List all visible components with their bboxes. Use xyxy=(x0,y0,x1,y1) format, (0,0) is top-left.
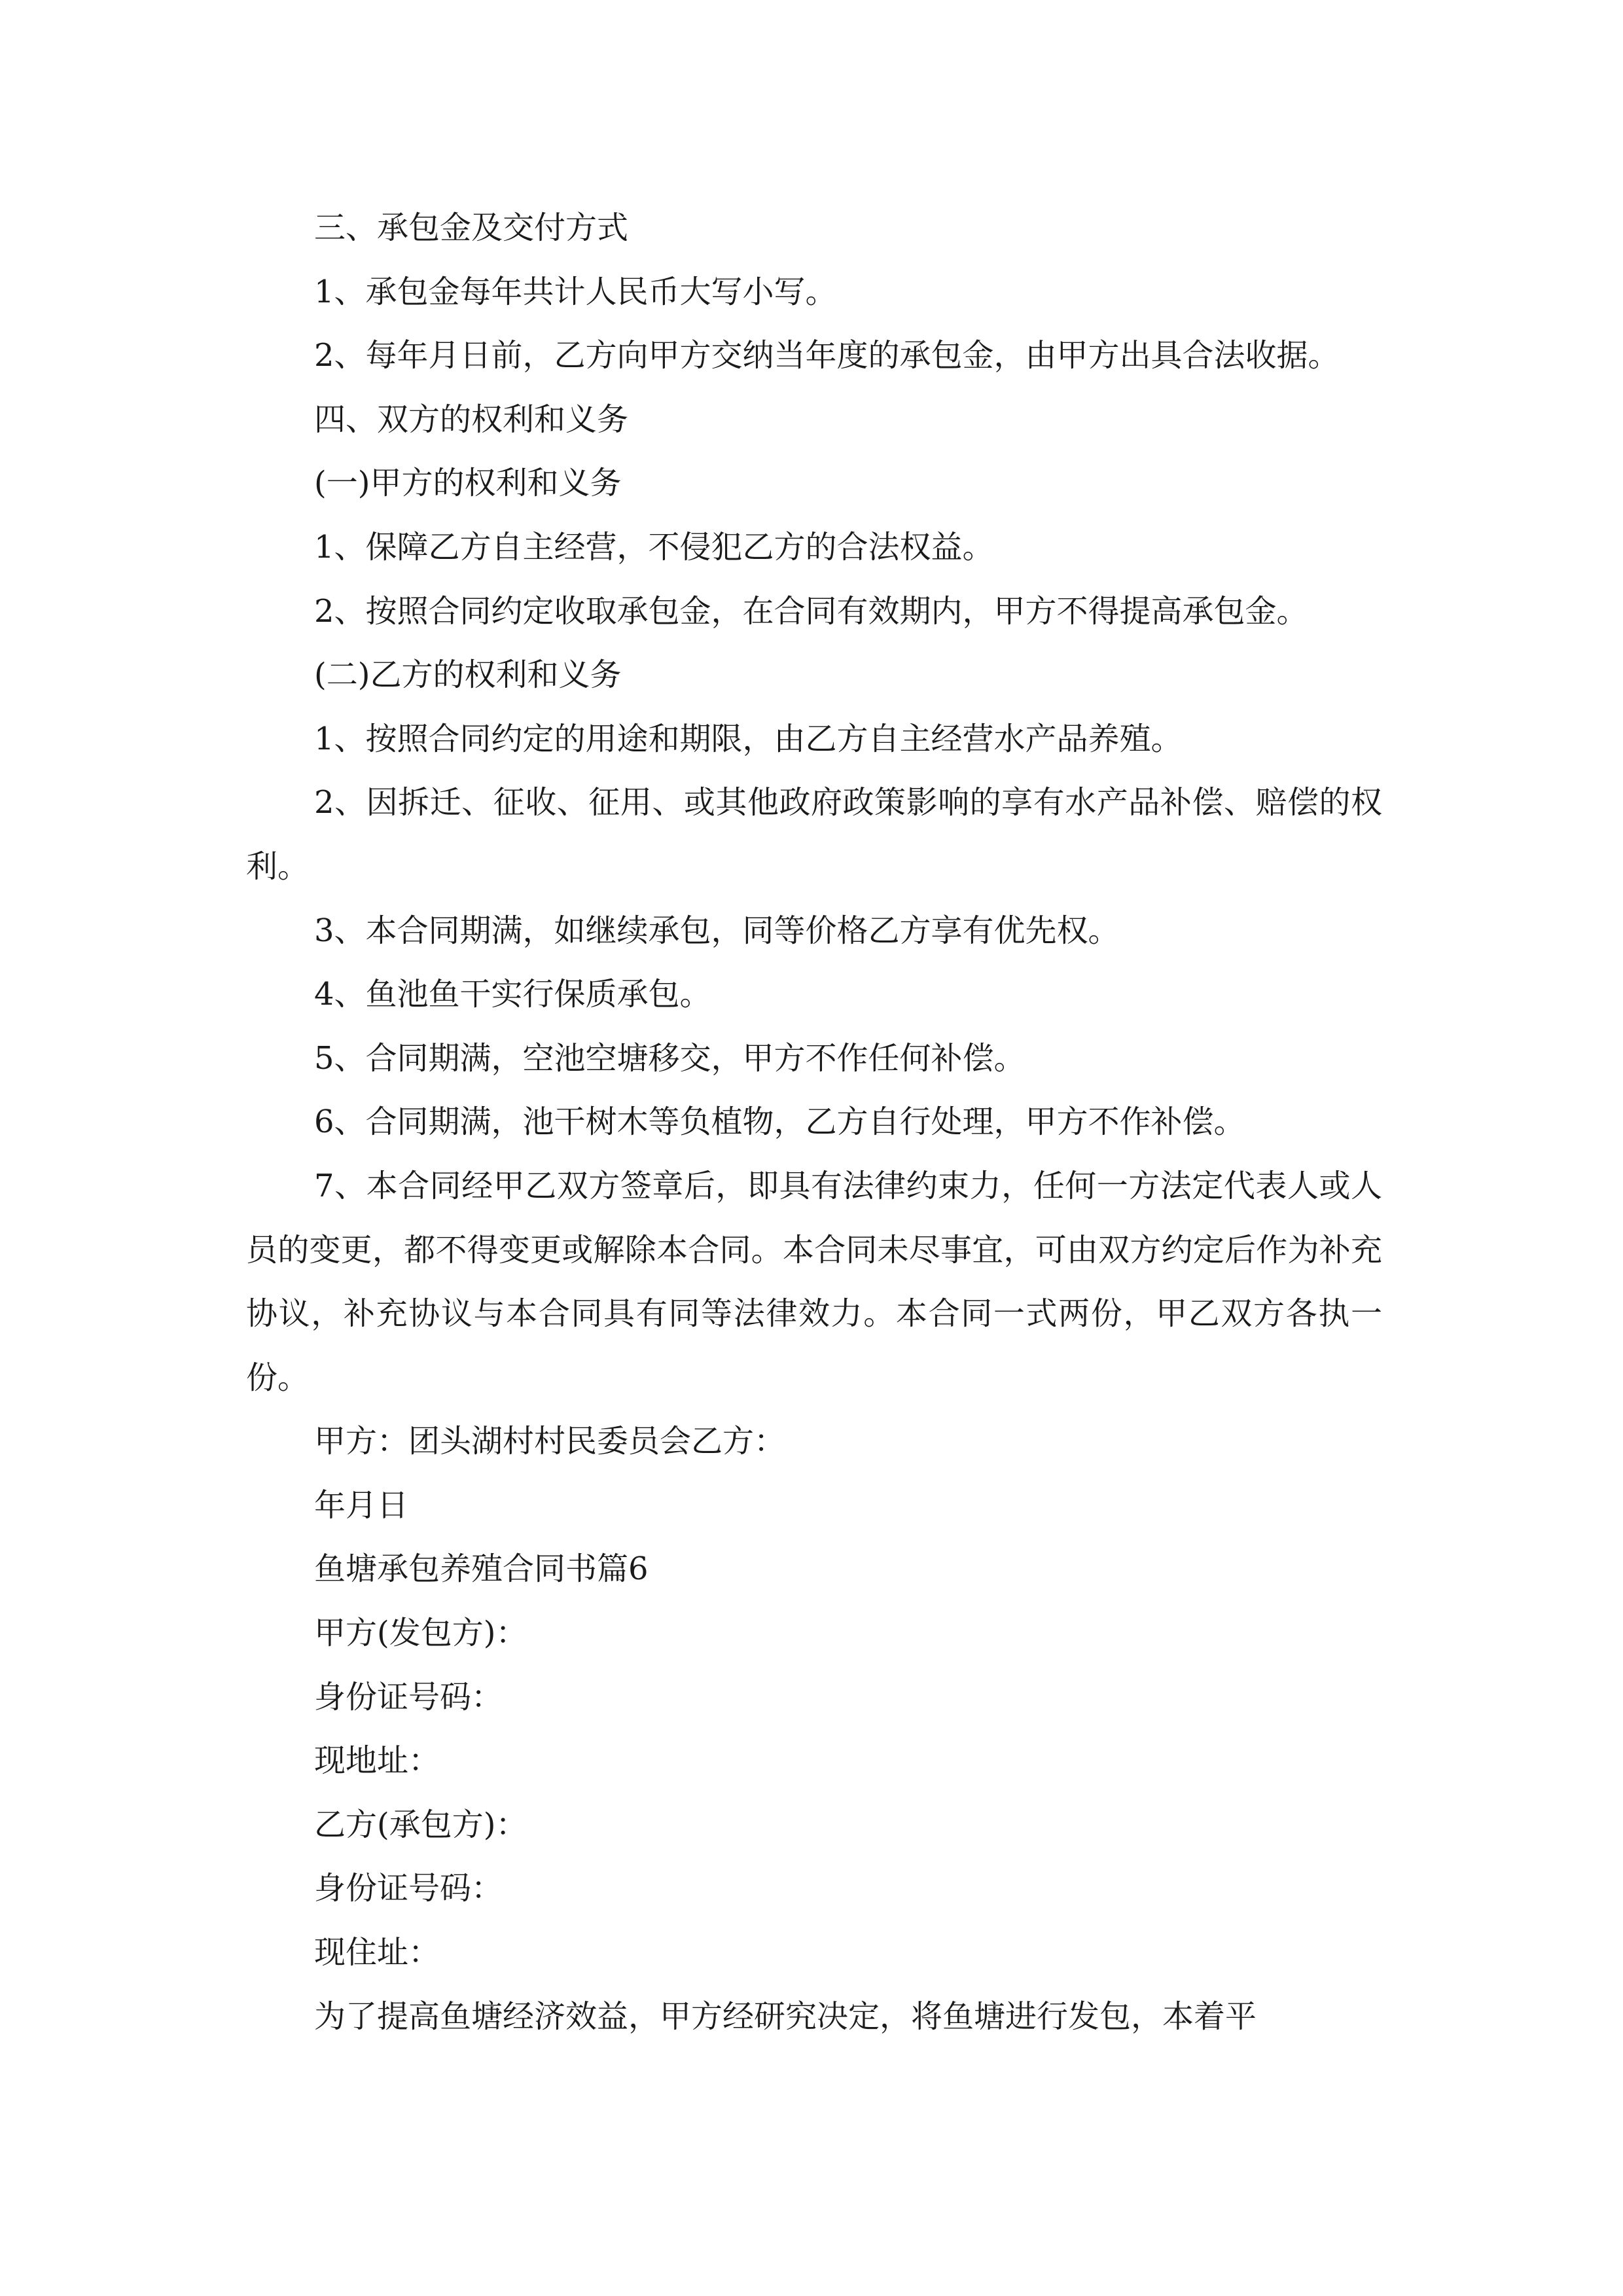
contract-title: 鱼塘承包养殖合同书篇6 xyxy=(314,1551,649,1588)
paragraph: 为了提高鱼塘经济效益，甲方经研究决定，将鱼塘进行发包，本着平 xyxy=(314,1998,1257,2035)
paragraph: 3、本合同期满，如继续承包，同等价格乙方享有优先权。 xyxy=(314,912,1120,949)
paragraph: 5、合同期满，空池空塘移交，甲方不作任何补偿。 xyxy=(314,1039,1026,1077)
section-heading-rights-obligations: 四、双方的权利和义务 xyxy=(314,401,629,438)
paragraph: 7、本合同经甲乙双方签章后，即具有法律约束力，任何一方法定代表人或人员的变更，都不得变更或解除本合同。本合同未尽事宜，可由双方约定后作为补充协议，补充协议与本合同具有同等法律效力。本合同一式两份，甲乙双方各执一份。 xyxy=(246,1167,1382,1396)
subsection-heading-party-a: (一)甲方的权利和义务 xyxy=(314,465,622,502)
paragraph: 1、承包金每年共计人民币大写小写。 xyxy=(314,273,837,310)
field-label-id-number: 身份证号码： xyxy=(314,1870,503,1907)
paragraph: 2、因拆迁、征收、征用、或其他政府政策影响的享有水产品补偿、赔偿的权利。 xyxy=(246,784,1382,885)
field-label-id-number: 身份证号码： xyxy=(314,1678,503,1715)
field-label-party-b: 乙方(承包方)： xyxy=(314,1806,527,1843)
document-body xyxy=(246,196,1382,2049)
field-label-party-a: 甲方(发包方)： xyxy=(314,1615,527,1652)
paragraph: 6、合同期满，池干树木等负植物，乙方自行处理，甲方不作补偿。 xyxy=(314,1103,1245,1141)
date-line: 年月日 xyxy=(314,1486,409,1524)
paragraph: 1、按照合同约定的用途和期限，由乙方自主经营水产品养殖。 xyxy=(314,720,1183,757)
paragraph: 2、每年月日前，乙方向甲方交纳当年度的承包金，由甲方出具合法收据。 xyxy=(314,337,1340,374)
paragraph: 4、鱼池鱼干实行保质承包。 xyxy=(314,976,711,1013)
field-label-residence: 现住址： xyxy=(314,1934,440,1971)
signature-line: 甲方：团头湖村村民委员会乙方： xyxy=(314,1423,786,1460)
field-label-address: 现地址： xyxy=(314,1742,440,1780)
paragraph: 1、保障乙方自主经营，不侵犯乙方的合法权益。 xyxy=(314,528,994,565)
paragraph: 2、按照合同约定收取承包金，在合同有效期内，甲方不得提高承包金。 xyxy=(314,592,1308,630)
subsection-heading-party-b: (二)乙方的权利和义务 xyxy=(314,656,622,694)
section-heading-fee-payment: 三、承包金及交付方式 xyxy=(314,209,629,246)
